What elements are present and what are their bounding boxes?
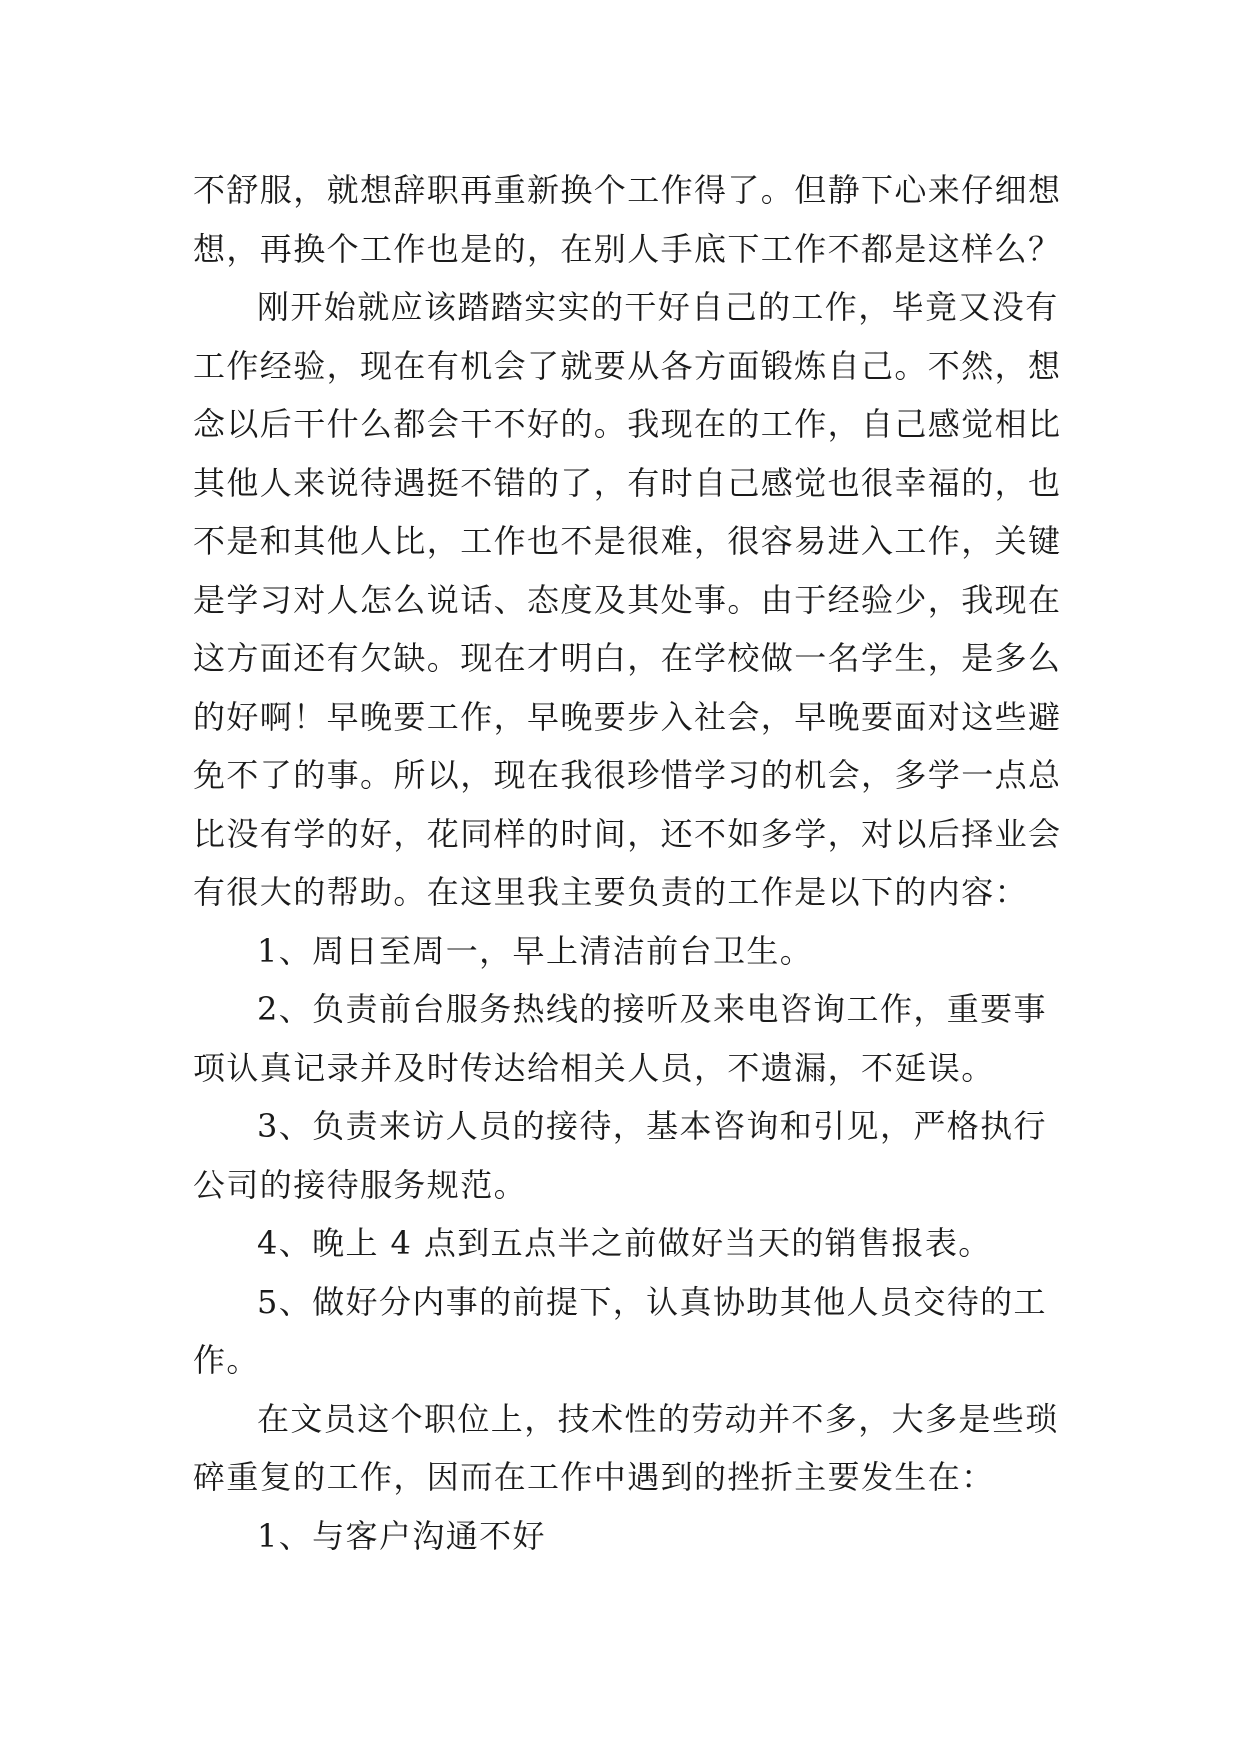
document-line: 不舒服，就想辞职再重新换个工作得了。但静下心来仔细想	[193, 171, 1062, 209]
document-line: 想，再换个工作也是的，在别人手底下工作不都是这样么？	[193, 229, 1062, 268]
document-line: 的好啊！早晚要工作，早晚要步入社会，早晚要面对这些避	[193, 697, 1062, 736]
document-line: 念以后干什么都会干不好的。我现在的工作，自己感觉相比	[193, 405, 1062, 443]
document-line: 不是和其他人比，工作也不是很难，很容易进入工作，关键	[193, 522, 1062, 560]
document-line: 有很大的帮助。在这里我主要负责的工作是以下的内容：	[193, 873, 1029, 911]
document-line: 这方面还有欠缺。现在才明白，在学校做一名学生，是多么	[193, 639, 1062, 677]
document-line: 项认真记录并及时传达给相关人员，不遗漏，不延误。	[193, 1048, 995, 1087]
document-line: 4、晚上 4 点到五点半之前做好当天的销售报表。	[257, 1224, 992, 1262]
document-line: 免不了的事。所以，现在我很珍惜学习的机会，多学一点总	[193, 756, 1062, 794]
document-line: 是学习对人怎么说话、态度及其处事。由于经验少，我现在	[193, 580, 1062, 619]
document-line: 1、与客户沟通不好	[257, 1516, 546, 1555]
document-line: 工作经验，现在有机会了就要从各方面锻炼自己。不然，想	[193, 346, 1062, 385]
document-line: 比没有学的好，花同样的时间，还不如多学，对以后择业会	[193, 814, 1062, 853]
document-line: 2、负责前台服务热线的接听及来电咨询工作，重要事	[257, 990, 1047, 1028]
document-line: 5、做好分内事的前提下，认真协助其他人员交待的工	[257, 1282, 1047, 1321]
document-line: 刚开始就应该踏踏实实的干好自己的工作，毕竟又没有	[257, 288, 1059, 326]
document-line: 碎重复的工作，因而在工作中遇到的挫折主要发生在：	[193, 1458, 995, 1496]
document-line: 作。	[193, 1341, 260, 1379]
document-line: 3、负责来访人员的接待，基本咨询和引见，严格执行	[257, 1107, 1047, 1145]
document-line: 在文员这个职位上，技术性的劳动并不多，大多是些琐	[257, 1399, 1059, 1438]
document-line: 公司的接待服务规范。	[193, 1165, 528, 1204]
document-line: 1、周日至周一，早上清洁前台卫生。	[257, 931, 814, 970]
document-line: 其他人来说待遇挺不错的了，有时自己感觉也很幸福的，也	[193, 463, 1062, 502]
document-body	[193, 161, 1073, 1565]
